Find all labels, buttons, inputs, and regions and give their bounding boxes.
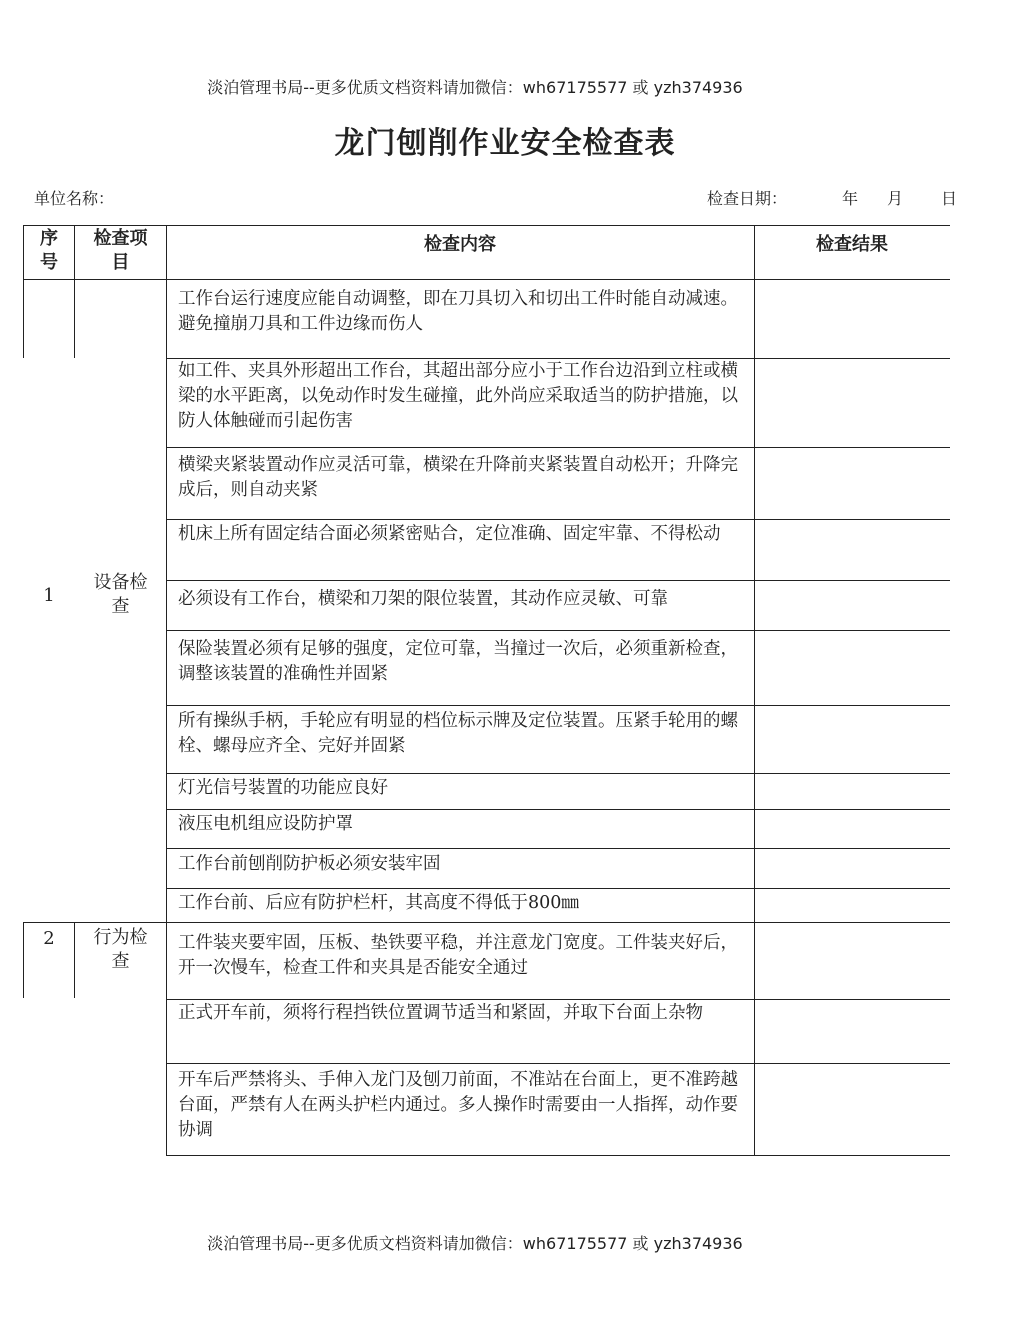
result-cell-1-6[interactable] xyxy=(755,631,950,705)
result-cell-2-1[interactable] xyxy=(755,923,950,999)
rule-h xyxy=(166,447,950,448)
column-header-item: 检查项目 xyxy=(93,228,148,273)
result-cell-1-9[interactable] xyxy=(755,810,950,848)
rule-h xyxy=(166,630,950,631)
check-item-1-3: 横梁夹紧装置动作应灵活可靠，横梁在升降前夹紧装置自动松开；升降完成后，则自动夹紧 xyxy=(178,455,738,500)
check-item-1-5: 必须设有工作台，横梁和刀架的限位装置，其动作应灵敏、可靠 xyxy=(178,589,668,609)
check-item-1-7: 所有操纵手柄，手轮应有明显的档位标示牌及定位装置。压紧手轮用的螺栓、螺母应齐全、完好并固紧 xyxy=(178,711,738,756)
result-cell-1-8[interactable] xyxy=(755,774,950,809)
rule-v xyxy=(23,280,24,358)
rule-h xyxy=(166,809,950,810)
result-cell-1-7[interactable] xyxy=(755,706,950,773)
check-item-1-8: 灯光信号装置的功能应良好 xyxy=(178,778,388,798)
check-item-2-1: 工件装夹要牢固，压板、垫铁要平稳，并注意龙门宽度。工件装夹好后，开一次慢车，检查工件和夹具是否能安全通过 xyxy=(178,933,738,978)
group-1-seq: 1 xyxy=(43,585,55,606)
check-item-1-9: 液压电机组应设防护罩 xyxy=(178,814,353,834)
date-day-label: 日 xyxy=(941,189,958,208)
check-item-1-1: 工作台运行速度应能自动调整，即在刀具切入和切出工件时能自动减速。避免撞崩刀具和工件边缘而伤人 xyxy=(178,289,738,334)
rule-v xyxy=(166,225,167,1156)
check-date-label: 检查日期： xyxy=(707,189,788,208)
footer-note: 淡泊管理书局--更多优质文档资料请加微信：wh67175577 或 yzh374936 xyxy=(207,1234,743,1253)
column-header-content: 检查内容 xyxy=(424,234,496,255)
result-cell-1-2[interactable] xyxy=(755,359,950,447)
page-title: 龙门刨削作业安全检查表 xyxy=(334,126,676,161)
check-item-1-10: 工作台前刨削防护板必须安装牢固 xyxy=(178,854,441,874)
result-cell-2-3[interactable] xyxy=(755,1064,950,1155)
rule-h xyxy=(23,922,950,923)
check-item-2-2: 正式开车前，须将行程挡铁位置调节适当和紧固，并取下台面上杂物 xyxy=(178,1003,703,1023)
group-2-item: 行为检查 xyxy=(93,927,148,972)
rule-h xyxy=(166,1155,950,1156)
result-cell-1-4[interactable] xyxy=(755,520,950,580)
rule-h xyxy=(166,358,950,359)
rule-v xyxy=(23,922,24,998)
column-header-result: 检查结果 xyxy=(816,234,888,255)
group-2-seq: 2 xyxy=(43,928,55,949)
rule-h xyxy=(166,888,950,889)
rule-v xyxy=(754,225,755,1156)
check-item-2-3: 开车后严禁将头、手伸入龙门及刨刀前面，不准站在台面上，更不准跨越台面，严禁有人在两头护栏内通过。多人操作时需要由一人指挥，动作要协调 xyxy=(178,1070,738,1140)
check-item-1-6: 保险装置必须有足够的强度，定位可靠，当撞过一次后，必须重新检查，调整该装置的准确性并固紧 xyxy=(178,639,738,684)
result-cell-1-1[interactable] xyxy=(755,280,950,358)
rule-h xyxy=(166,580,950,581)
rule-h xyxy=(166,848,950,849)
rule-v xyxy=(23,225,24,280)
check-item-1-11: 工作台前、后应有防护栏杆，其高度不得低于800㎜ xyxy=(178,893,579,913)
rule-h xyxy=(166,1063,950,1064)
rule-v xyxy=(74,280,75,358)
date-year-label: 年 xyxy=(842,189,859,208)
check-item-1-2: 如工件、夹具外形超出工作台，其超出部分应小于工作台边沿到立柱或横梁的水平距离，以免动作时发生碰撞，此外尚应采取适当的防护措施，以防人体触碰而引起伤害 xyxy=(178,361,738,431)
result-cell-1-3[interactable] xyxy=(755,448,950,519)
column-header-seq: 序号 xyxy=(40,228,58,273)
result-cell-1-11[interactable] xyxy=(755,889,950,922)
result-cell-1-10[interactable] xyxy=(755,849,950,888)
group-1-item: 设备检查 xyxy=(93,572,148,617)
rule-h xyxy=(166,999,950,1000)
result-cell-2-2[interactable] xyxy=(755,1000,950,1063)
rule-v xyxy=(74,225,75,280)
rule-h xyxy=(166,519,950,520)
unit-name-label: 单位名称： xyxy=(34,189,115,208)
check-item-1-4: 机床上所有固定结合面必须紧密贴合，定位准确、固定牢靠、不得松动 xyxy=(178,524,721,544)
rule-h xyxy=(166,705,950,706)
rule-v xyxy=(74,922,75,998)
header-note: 淡泊管理书局--更多优质文档资料请加微信：wh67175577 或 yzh374936 xyxy=(207,78,743,97)
date-month-label: 月 xyxy=(887,189,904,208)
result-cell-1-5[interactable] xyxy=(755,581,950,630)
rule-h xyxy=(23,279,950,280)
rule-h xyxy=(23,225,950,226)
rule-h xyxy=(166,773,950,774)
